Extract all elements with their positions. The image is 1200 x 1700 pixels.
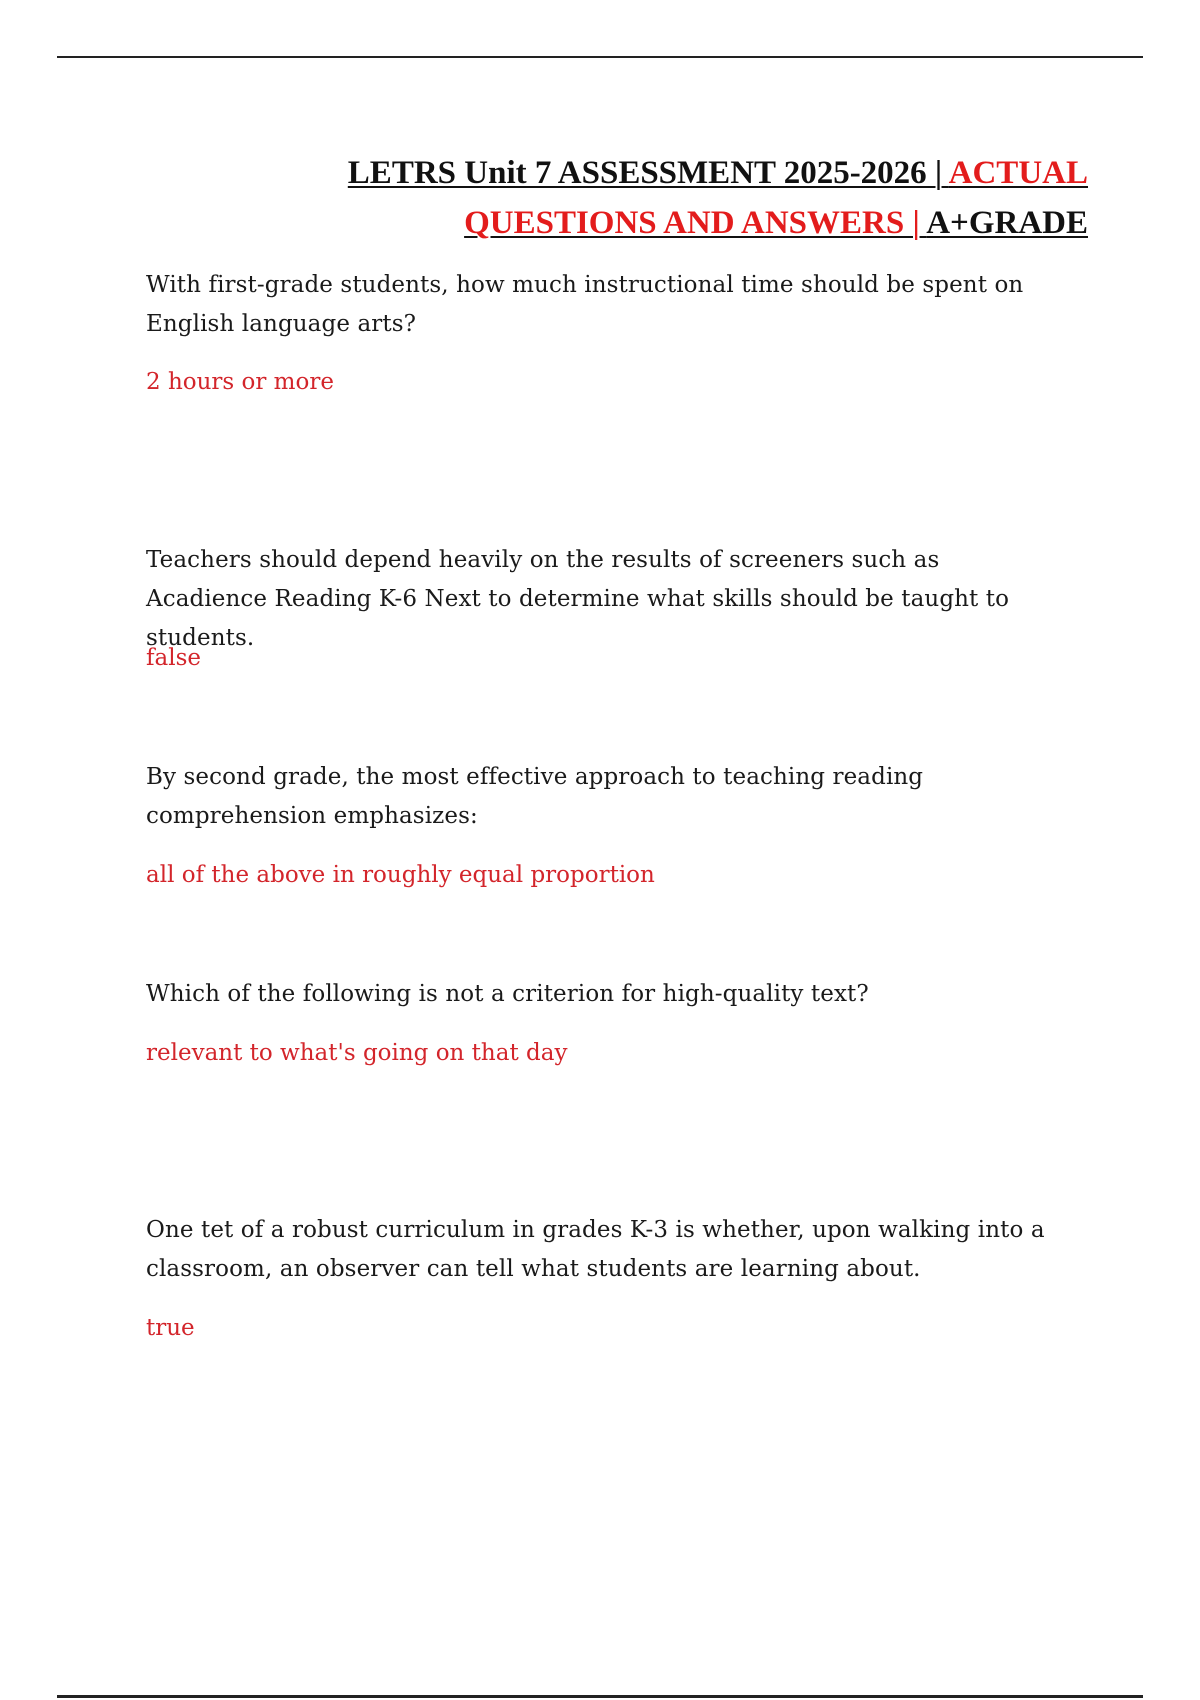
title-part-2: ACTUAL QUESTIONS AND ANSWERS | — [464, 155, 1088, 241]
question-1: With first-grade students, how much instructional time should be spent on English language arts? — [146, 272, 1024, 337]
title-part-1: LETRS Unit 7 ASSESSMENT 2025-2026 | — [347, 155, 949, 191]
document-title — [208, 148, 1088, 248]
question-4: Which of the following is not a criterion for high-quality text? — [146, 981, 869, 1007]
title-part-3: A+GRADE — [926, 205, 1088, 241]
question-3: By second grade, the most effective approach to teaching reading comprehension emphasizes: — [146, 764, 924, 829]
answer-2: false — [146, 645, 201, 671]
question-2: Teachers should depend heavily on the results of screeners such as Acadience Reading K-6 Next to determine what skills should be taught to students. — [146, 547, 1010, 651]
top-rule — [57, 56, 1143, 58]
question-5: One tet of a robust curriculum in grades K-3 is whether, upon walking into a classroom, an observer can tell what students are learning about. — [146, 1217, 1045, 1282]
answer-5: true — [146, 1315, 195, 1341]
answer-1: 2 hours or more — [146, 369, 334, 395]
answer-3: all of the above in roughly equal proportion — [146, 862, 655, 888]
bottom-rule — [57, 1695, 1143, 1698]
answer-4: relevant to what's going on that day — [146, 1040, 568, 1066]
